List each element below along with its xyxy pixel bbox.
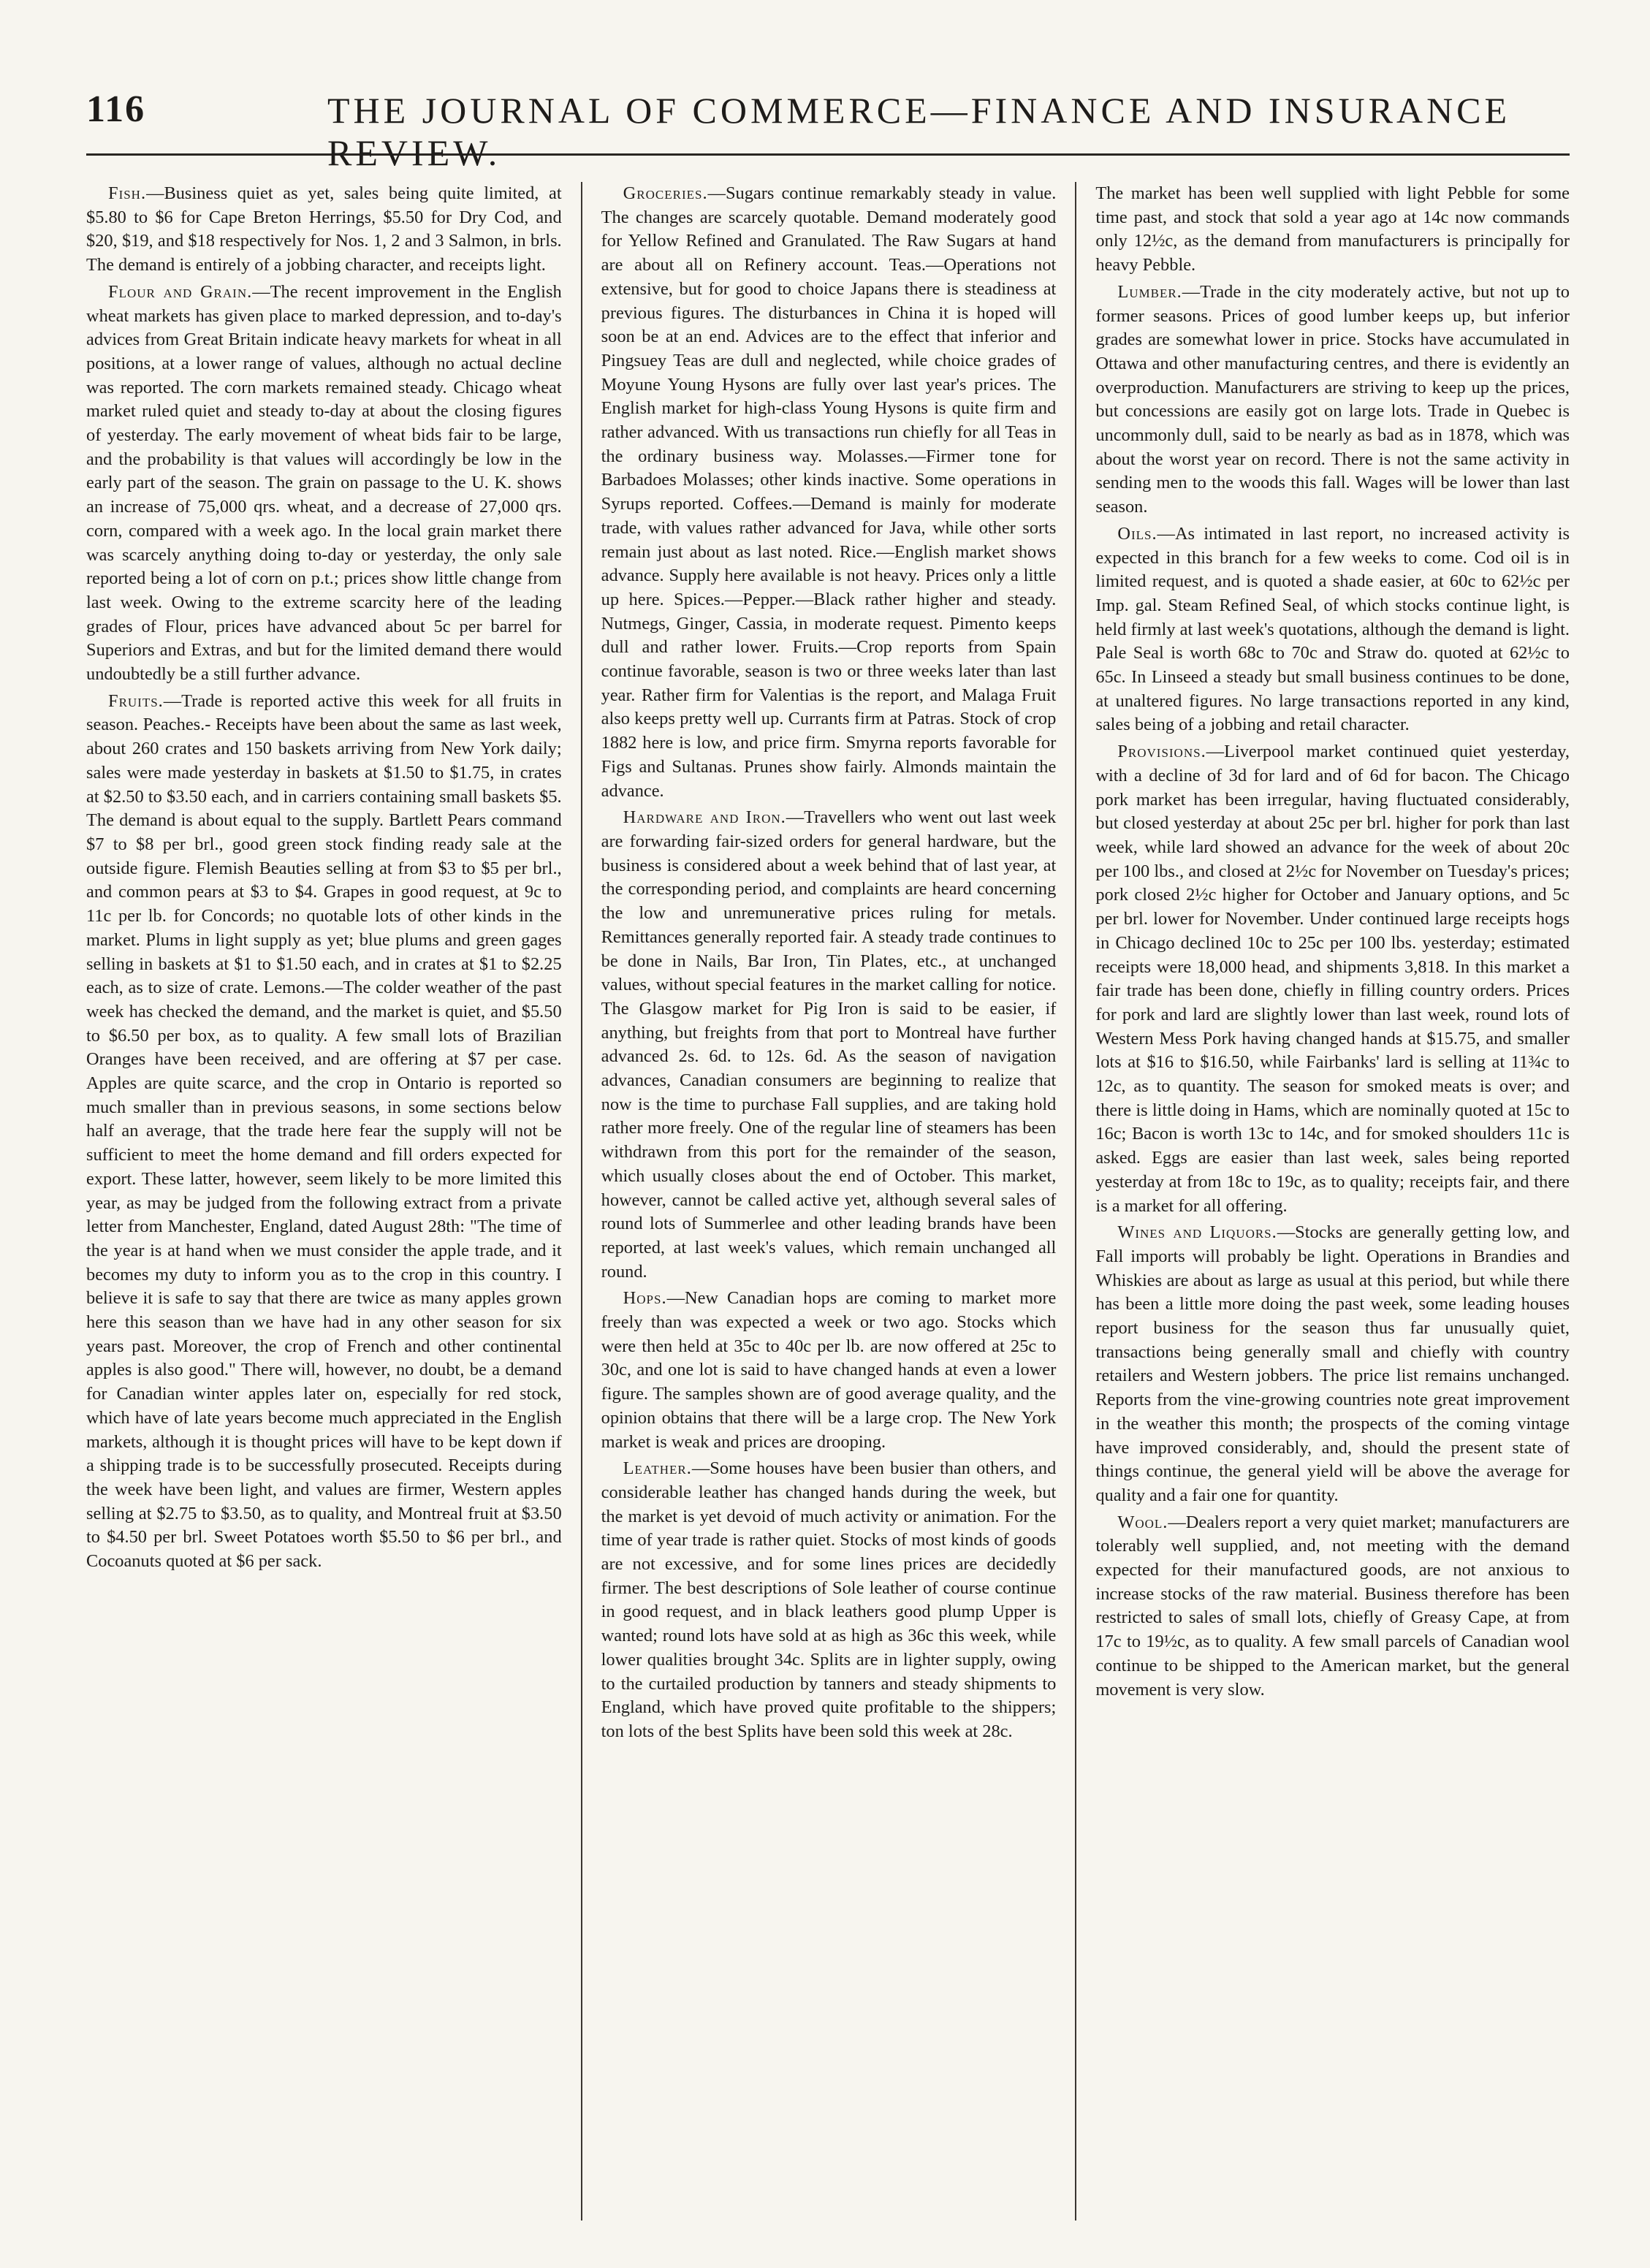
section-heading: Leather. xyxy=(623,1458,692,1479)
market-report-hardware-iron xyxy=(601,806,1057,1284)
section-text: —New Canadian hops are coming to market more freely than was expected a week or two ago. Stocks which were then held at 35c to 40c per lb. are now offered at 25c to 30c, and one lot is said to have changed hands at even a lower figure. The samples shown are of good average quality, and the opinion obtains that there will be a large crop. The New York market is weak and prices are drooping. xyxy=(601,1288,1057,1452)
market-report-lumber xyxy=(1095,281,1570,520)
market-report-wines-liquors xyxy=(1095,1221,1570,1507)
market-report-flour-grain xyxy=(86,281,562,687)
section-heading: Hops. xyxy=(623,1288,667,1309)
market-report-hops xyxy=(601,1287,1057,1454)
section-heading: Wines and Liquors. xyxy=(1117,1222,1277,1243)
section-heading: Groceries. xyxy=(623,183,708,203)
market-report-fish xyxy=(86,182,562,278)
market-report-leather-continued xyxy=(1095,182,1570,278)
section-text: —Trade is reported active this week for all fruits in season. Peaches.- Receipts have been about the same as last week, about 260 crates and 150 baskets arriving from New York daily; sales were made yesterday in baskets at $1.50 to $1.75, in crates at $2.50 to $3.50 each, and in carriers containing small baskets $5. The demand is about equal to the supply. Bartlett Pears command $7 to $8 per brl., good green stock finding ready sale at the outside figure. Flemish Beauties selling at from $3 to $5 per brl., and common pears at $3 to $4. Grapes in good request, at 9c to 11c per lb. for Concords; no quotable lots of other kinds in the market. Plums in light supply as yet; blue plums and green gages selling in baskets at $1 to $1.50 each, and in crates at $1 to $2.25 each, as to size of crate. Lemons.—The colder weather of the past week has checked the demand, and the market is quiet, and $5.50 to $6.50 per box, as to quality. A few small lots of Brazilian Oranges have been received, and are offering at $7 per case. Apples are quite scarce, and the crop in Ontario is reported so much smaller than in previous seasons, in some sections below half an average, that the trade here fear the supply will not be sufficient to meet the home demand and fill orders expected for export. These latter, however, seem likely to be more limited this year, as may be judged from the following extract from a private letter from Manchester, England, dated August 28th: "The time of the year is at hand when we must consider the apple trade, and it becomes my duty to inform you as to the crop in this country. I believe it is safe to say that there are twice as many apples grown here this season than we have had in any other season for six years past. Moreover, the crop of French and other continental apples is also good." There will, however, no doubt, be a demand for Canadian winter apples later on, especially for red stock, which have of late years become much appreciated in the English markets, although it is thought prices will have to be kept down if a shipping trade is to be successfully prosecuted. Receipts during the week have been light, and values are firmer, Western apples selling at $2.75 to $3.50, as to quality, and Montreal fruit at $3.50 to $4.50 per brl. Sweet Potatoes worth $5.50 to $6 per brl., and Cocoanuts quoted at $6 per sack. xyxy=(86,690,562,1572)
market-report-oils xyxy=(1095,522,1570,737)
section-text: —Travellers who went out last week are forwarding fair-sized orders for general hardware, but the business is considered about a week behind that of last year, at the corresponding period, and complaints are heard concerning the low and unremunerative prices ruling for metals. Remittances generally reported fair. A steady trade continues to be done in Nails, Bar Iron, Tin Plates, etc., at unchanged values, without special features in the market calling for notice. The Glasgow market for Pig Iron is said to be easier, if anything, but freights from that port to Montreal have further advanced 2s. 6d. to 12s. 6d. As the season of navigation advances, Canadian consumers are beginning to realize that now is the time to purchase Fall supplies, and are taking hold rather more freely. One of the regular line of steamers has been withdrawn from this port for the remainder of the season, which usually closes about the end of October. This market, however, cannot be called active yet, although several sales of round lots of Summerlee and other leading brands have been reported, at last week's values, which remain unchanged all round. xyxy=(601,807,1057,1282)
running-title: THE JOURNAL OF COMMERCE—FINANCE AND INSURANCE REVIEW. xyxy=(327,90,1511,173)
section-text: The market has been well supplied with light Pebble for some time past, and stock that sold a year ago at 14c now commands only 12½c, as the demand from manufacturers is principally for heavy Pebble. xyxy=(1095,183,1570,275)
column-2 xyxy=(581,182,1076,2221)
column-1 xyxy=(86,182,581,2221)
section-heading: Flour and Grain. xyxy=(108,281,253,302)
market-report-leather xyxy=(601,1457,1057,1743)
article-columns xyxy=(86,182,1570,2221)
market-report-fruits xyxy=(86,690,562,1574)
market-report-groceries xyxy=(601,182,1057,803)
section-heading: Oils. xyxy=(1117,523,1157,544)
page-header xyxy=(86,88,1570,173)
section-text: —Trade in the city moderately active, but not up to former seasons. Prices of good lumber keeps up, but inferior grades are somewhat lower in price. Stocks have accumulated in Ottawa and other manufacturing centres, and there is evidently an overproduction. Manufacturers are striving to keep up the prices, but concessions are easily got on large lots. Trade in Quebec is uncommonly dull, said to be nearly as bad as in 1878, which was about the worst year on record. There is not the same activity in sending men to the woods this fall. Wages will be lower than last season. xyxy=(1095,281,1570,517)
section-heading: Lumber. xyxy=(1117,281,1182,302)
section-heading: Wool. xyxy=(1117,1512,1168,1532)
section-text: —Dealers report a very quiet market; manufacturers are tolerably well supplied, and, not meeting with the demand expected for their manufactured goods, are not anxious to increase stocks of the raw material. Business therefore has been restricted to sales of small lots, chiefly of Greasy Cape, at from 17c to 19½c, as to quality. A few small parcels of Canadian wool continue to be shipped to the American market, but the general movement is very slow. xyxy=(1095,1512,1570,1700)
section-text: —Liverpool market continued quiet yesterday, with a decline of 3d for lard and of 6d for bacon. The Chicago pork market has been irregular, having fluctuated considerably, but closed yesterday at about 25c per brl. higher for pork than last week, while lard showed an advance for the week of about 20c per 100 lbs., and closed at 2½c for November on Tuesday's prices; pork closed 2½c higher for October and January options, and 5c per brl. lower for November. Under continued large receipts hogs in Chicago declined 10c to 25c per 100 lbs. yesterday; estimated receipts were 18,000 head, and shipments 3,818. In this market a fair trade has been done, chiefly in filling country orders. Prices for pork and lard are slightly lower than last week, round lots of Western Mess Pork having changed hands at $15.75, and smaller lots at $16 to $16.50, while Fairbanks' lard is selling at 11¾c to 12c, as to quantity. The season for smoked meats is over; and there is little doing in Hams, which are nominally quoted at 15c to 16c; Bacon is worth 13c to 14c, and for smoked shoulders 11c is asked. Eggs are easier than last week, sales being reported yesterday at from 18c to 19c, as to quality; receipts fair, and there is a market for all offering. xyxy=(1095,742,1570,1216)
section-heading: Hardware and Iron. xyxy=(623,807,786,828)
section-heading: Fish. xyxy=(108,183,147,203)
section-text: —Stocks are generally getting low, and Fall imports will probably be light. Operations in Brandies and Whiskies are about as large as usual at this period, but while there has been a little more doing the past week, some leading houses report business for the season thus far unusually quiet, transactions being generally small and chiefly with country retailers and Western jobbers. The price list remains unchanged. Reports from the vine-growing countries note great improvement in the weather this month; the prospects of the coming vintage have improved considerably, and, should the present state of things continue, the general yield will be above the average for quality and a fair one for quantity. xyxy=(1095,1222,1570,1505)
section-text: —The recent improvement in the English wheat markets has given place to marked depression, and to-day's advices from Great Britain indicate heavy markets for wheat in all positions, at a lower range of values, although no actual decline was reported. The corn markets remained steady. Chicago wheat market ruled quiet and steady to-day at about the closing figures of yesterday. The early movement of wheat bids fair to be large, and the probability is that values will accordingly be low in the early part of the season. The grain on passage to the U. K. shows an increase of 75,000 qrs. wheat, and a decrease of 27,000 qrs. corn, compared with a week ago. In the local grain market there was scarcely anything doing to-day or yesterday, the only sale reported being a lot of corn on p.t.; prices show little change from last week. Owing to the extreme scarcity here of the leading grades of Flour, prices have advanced about 5c per barrel for Superiors and Extras, and but for the limited demand there would undoubtedly be a still further advance. xyxy=(86,281,562,685)
market-report-wool xyxy=(1095,1511,1570,1702)
column-3 xyxy=(1075,182,1570,2221)
section-text: —Sugars continue remarkably steady in value. The changes are scarcely quotable. Demand moderately good for Yellow Refined and Granulated. The Raw Sugars at hand are about all on Refinery account. Teas.—Operations not extensive, but for good to choice Japans there is steadiness at previous figures. The disturbances in China it is hoped will soon be at an end. Advices are to the effect that inferior and Pingsuey Teas are dull and neglected, while choice grades of Moyune Young Hysons are fully over last year's prices. The English market for high-class Young Hysons is quite firm and rather advanced. With us transactions run chiefly for all Teas in the ordinary business way. Molasses.—Firmer tone for Barbadoes Molasses; other kinds inactive. Some operations in Syrups reported. Coffees.—Demand is mainly for moderate trade, with values rather advanced for Java, while other sorts remain just about as last noted. Rice.—English market shows advance. Supply here available is not heavy. Prices only a little up here. Spices.—Pepper.—Black rather higher and steady. Nutmegs, Ginger, Cassia, in moderate request. Pimento keeps dull and rather lower. Fruits.—Crop reports from Spain continue favorable, season is two or three weeks later than last year. Rather firm for Valentias is the report, and Malaga Fruit also keeps pretty well up. Currants firm at Patras. Stock of crop 1882 here is low, and price firm. Smyrna reports favorable for Figs and Sultanas. Prunes show fairly. Almonds maintain the advance. xyxy=(601,183,1057,801)
section-heading: Provisions. xyxy=(1117,742,1206,762)
section-text: —Business quiet as yet, sales being quite limited, at $5.80 to $6 for Cape Breton Herrings, $5.50 for Dry Cod, and $20, $19, and $18 respectively for Nos. 1, 2 and 3 Salmon, in brls. The demand is entirely of a jobbing character, and receipts light. xyxy=(86,183,562,275)
section-text: —As intimated in last report, no increased activity is expected in this branch for a few weeks to come. Cod oil is in limited request, and is quoted a shade easier, at 60c to 62½c per Imp. gal. Steam Refined Seal, of which stocks continue light, is held firmly at last week's quotations, although the demand is light. Pale Seal is worth 68c to 70c and Straw do. quoted at 62½c to 65c. In Linseed a steady but small business continues to be done, at unaltered figures. No large transactions reported in any kind, sales being of a jobbing and retail character. xyxy=(1095,523,1570,735)
section-text: —Some houses have been busier than others, and considerable leather has changed hands during the week, but the market is yet devoid of much activity or animation. For the time of year trade is rather quiet. Stocks of most kinds of goods are not excessive, and for some lines prices are decidedly firmer. The best descriptions of Sole leather of course continue in good request, and in black leathers good plump Upper is wanted; round lots have sold at as high as 36c this week, while lower qualities brought 34c. Splits are in lighter supply, owing to the curtailed production by tanners and steady shipments to England, which have proved quite profitable to the shippers; ton lots of the best Splits have been sold this week at 28c. xyxy=(601,1458,1057,1741)
section-heading: Fruits. xyxy=(108,690,164,711)
market-report-provisions xyxy=(1095,740,1570,1218)
page-number: 116 xyxy=(86,88,146,130)
